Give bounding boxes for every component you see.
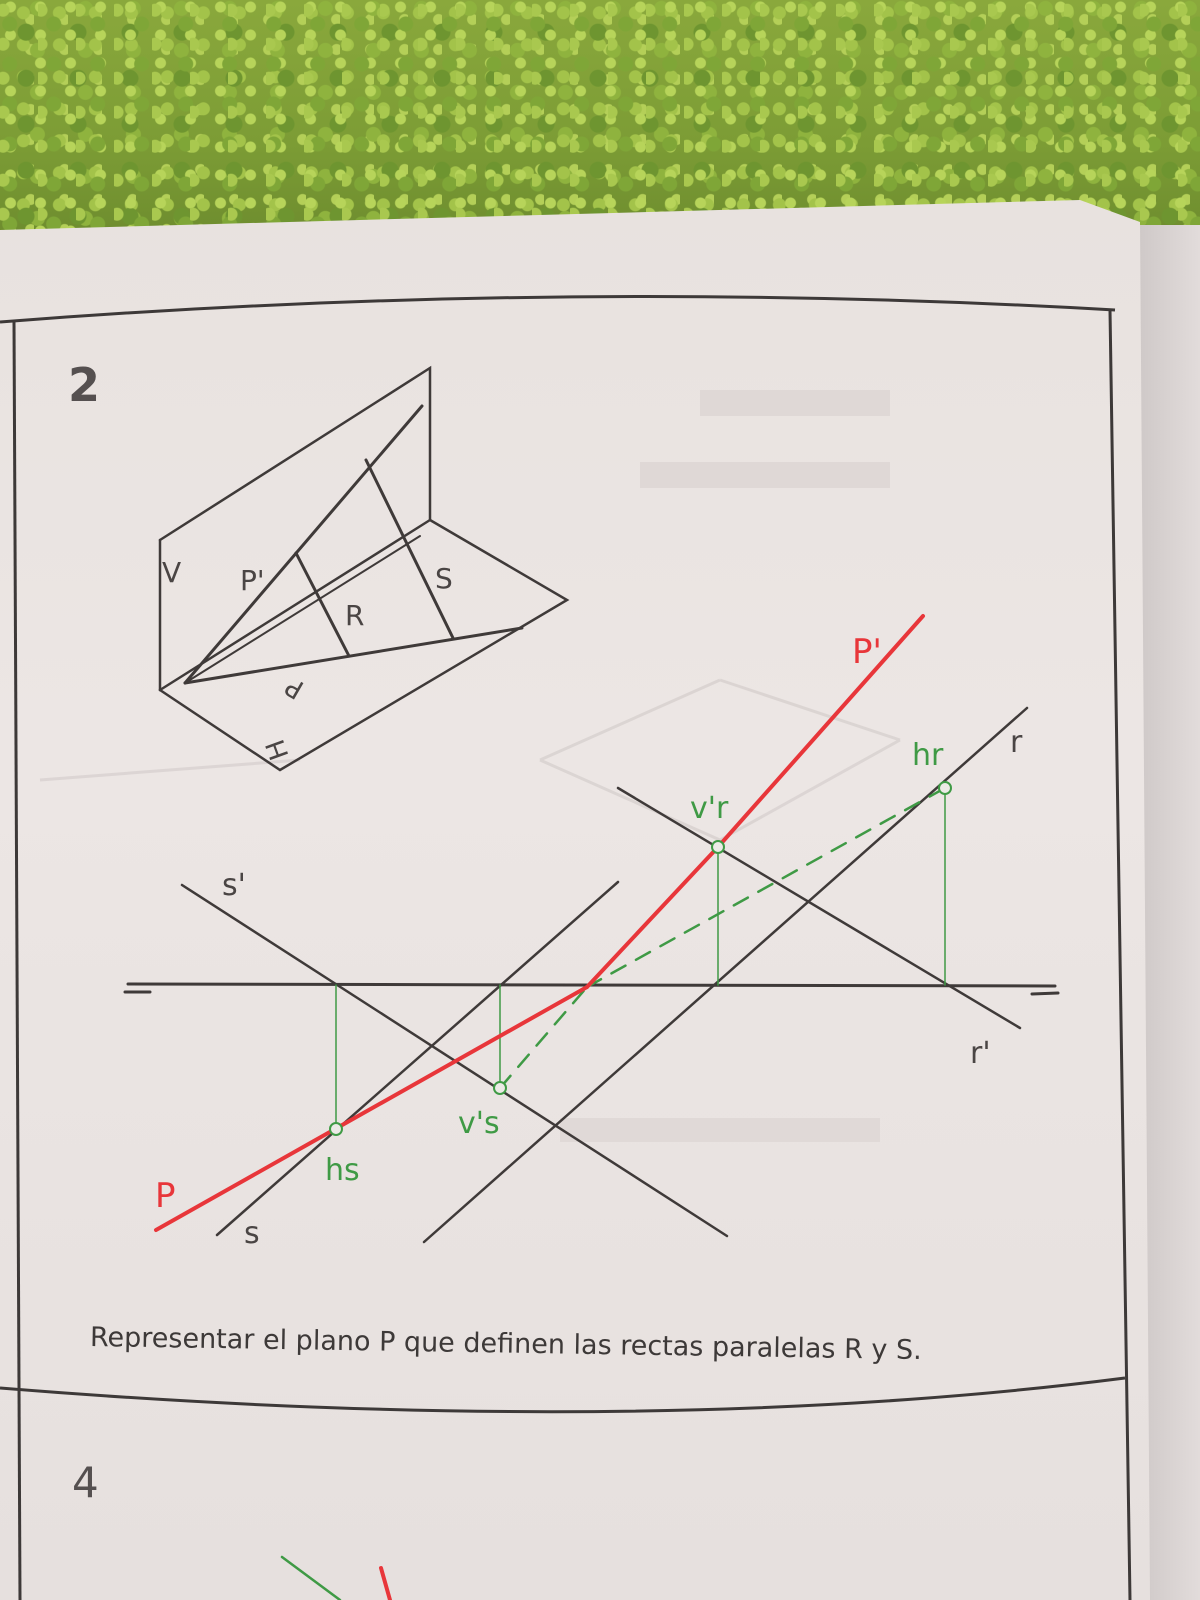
vertical-plane-outline	[160, 368, 430, 540]
label-r-prime: r'	[970, 1036, 991, 1071]
label-p: P	[155, 1176, 176, 1216]
line-s-iso	[366, 460, 453, 638]
line-r	[424, 708, 1027, 1242]
separator-frame-line	[0, 1378, 1125, 1412]
iso-label-p-prime: P'	[240, 564, 265, 597]
dashed-construction-vs	[500, 987, 587, 1088]
line-r-iso	[296, 553, 349, 656]
exercise-4-fragment	[282, 1557, 390, 1600]
exercise-4-green-line	[282, 1557, 340, 1600]
page-frame	[0, 297, 1130, 1600]
line-r-prime	[618, 788, 1020, 1028]
exercise-2-statement: Representar el plano P que definen las rectas paralelas R y S.	[89, 1322, 922, 1367]
horizontal-plane-outline	[160, 520, 567, 770]
point-vr	[712, 841, 724, 853]
plane-p-construction-line	[185, 536, 420, 683]
point-hs	[330, 1123, 342, 1135]
label-r: r	[1010, 725, 1023, 760]
iso-label-p: P	[280, 670, 310, 705]
iso-label-h: H	[260, 735, 296, 764]
left-frame-line	[14, 322, 20, 1600]
point-hr	[939, 782, 951, 794]
label-hr: hr	[912, 738, 944, 773]
exercise-number-2: 2	[68, 358, 101, 412]
ground-line-mark-right	[1032, 993, 1058, 994]
dashed-construction-hr	[587, 788, 945, 987]
isometric-sketch	[160, 368, 567, 770]
main-diagram	[125, 616, 1058, 1242]
ghost-text-block	[640, 462, 890, 488]
top-frame-line	[0, 297, 1115, 322]
label-hs: hs	[325, 1153, 360, 1188]
ghost-line	[40, 760, 300, 780]
right-frame-line	[1110, 310, 1130, 1600]
label-p-prime: P'	[852, 632, 882, 672]
line-s	[217, 882, 618, 1235]
iso-label-r: R	[345, 599, 365, 632]
exercise-4-red-line	[381, 1568, 390, 1600]
ghost-text-block	[700, 390, 890, 416]
label-v-prime-r: v'r	[690, 791, 729, 826]
label-s: s	[244, 1216, 260, 1251]
ghost-line	[720, 740, 900, 840]
ghost-line	[540, 680, 720, 760]
point-vs	[494, 1082, 506, 1094]
label-s-prime: s'	[222, 868, 246, 903]
label-v-prime-s: v's	[458, 1106, 500, 1141]
ghost-text-block	[560, 1118, 880, 1142]
iso-label-v: V	[162, 556, 182, 589]
bleed-through-print	[40, 390, 900, 1142]
trace-p	[156, 987, 587, 1230]
ghost-line	[720, 680, 900, 740]
iso-label-s: S	[435, 562, 453, 595]
exercise-number-4: 4	[72, 1458, 99, 1507]
